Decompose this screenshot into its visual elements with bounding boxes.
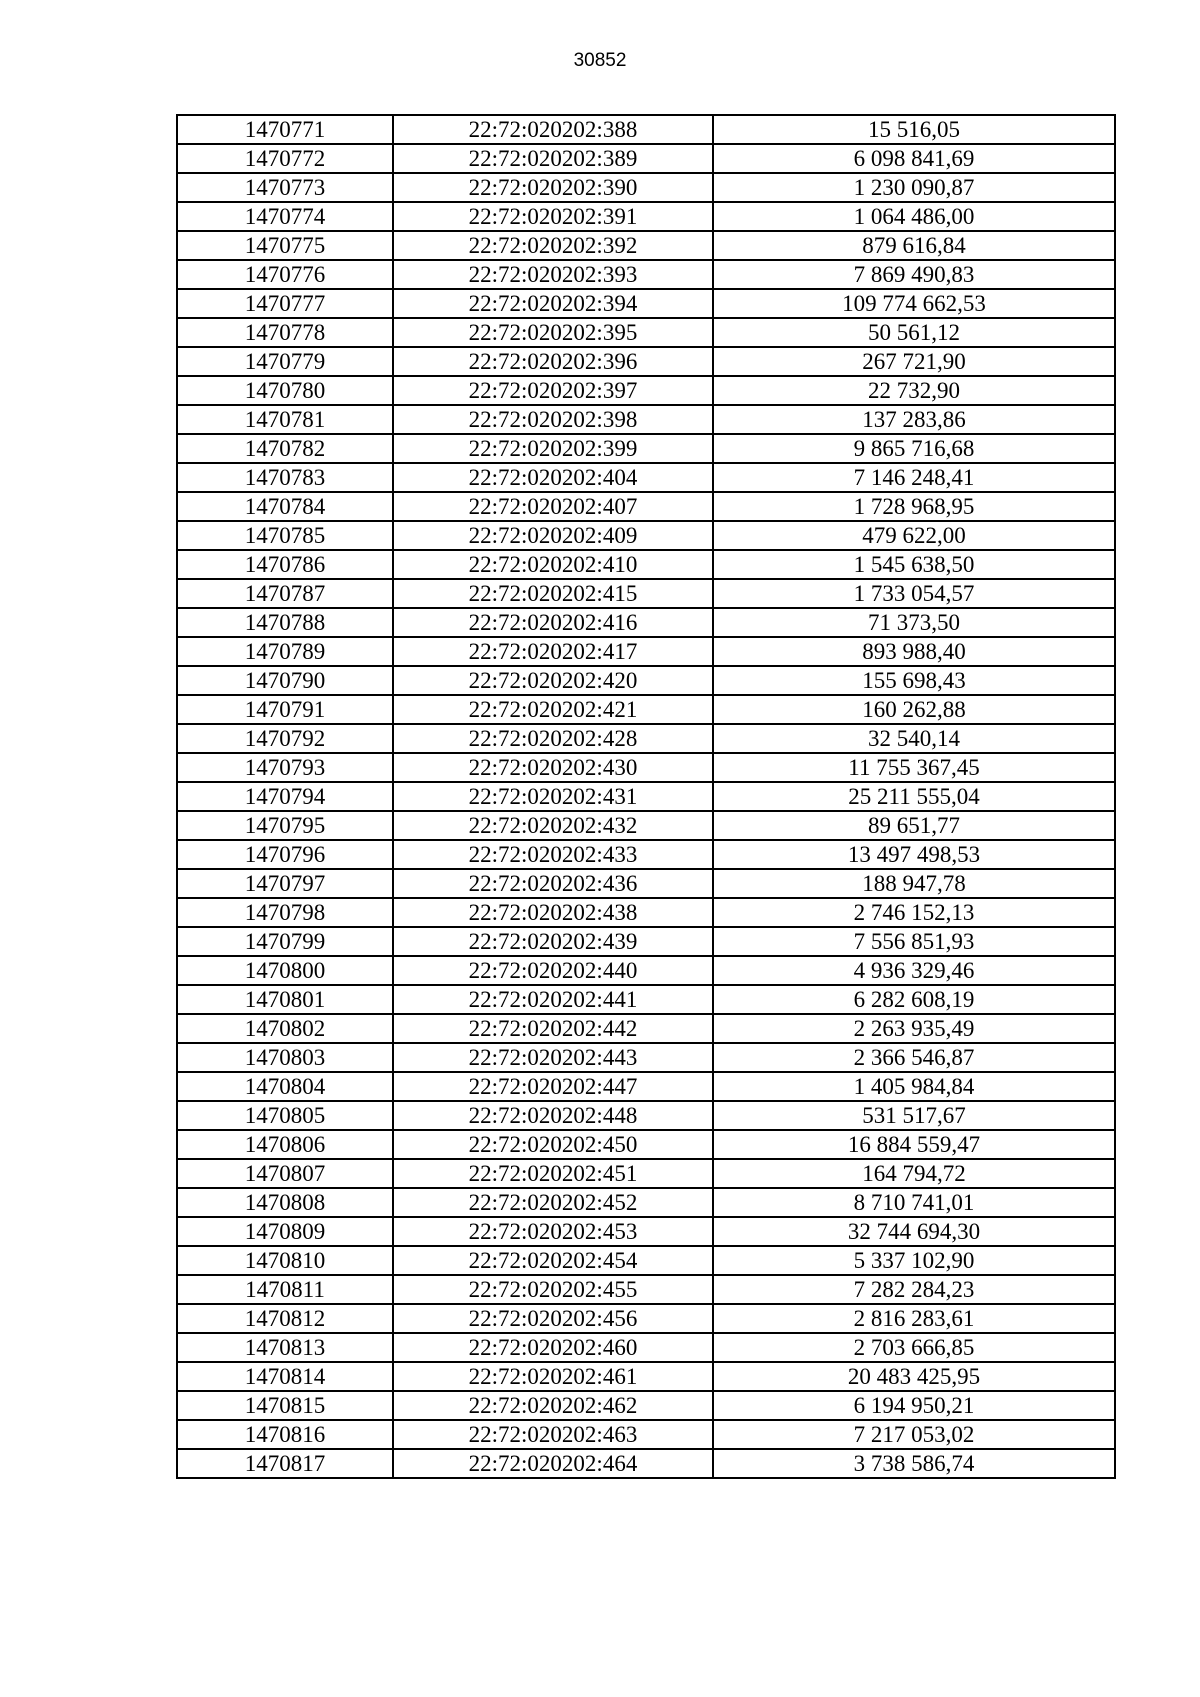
cadastral-number-cell: 22:72:020202:460 bbox=[393, 1333, 713, 1362]
table-row bbox=[177, 1188, 1115, 1217]
cadastral-value-cell: 16 884 559,47 bbox=[713, 1130, 1115, 1159]
cadastral-number-cell: 22:72:020202:416 bbox=[393, 608, 713, 637]
cadastral-number-cell: 22:72:020202:452 bbox=[393, 1188, 713, 1217]
table-row bbox=[177, 782, 1115, 811]
row-number-cell: 1470789 bbox=[177, 637, 393, 666]
cadastral-value-cell: 879 616,84 bbox=[713, 231, 1115, 260]
cadastral-value-cell: 160 262,88 bbox=[713, 695, 1115, 724]
table-row bbox=[177, 869, 1115, 898]
table-row bbox=[177, 521, 1115, 550]
row-number-cell: 1470779 bbox=[177, 347, 393, 376]
cadastral-value-cell: 5 337 102,90 bbox=[713, 1246, 1115, 1275]
row-number-cell: 1470781 bbox=[177, 405, 393, 434]
table-row bbox=[177, 1362, 1115, 1391]
cadastral-number-cell: 22:72:020202:455 bbox=[393, 1275, 713, 1304]
cadastral-value-cell: 137 283,86 bbox=[713, 405, 1115, 434]
table-row bbox=[177, 695, 1115, 724]
table-row bbox=[177, 144, 1115, 173]
row-number-cell: 1470776 bbox=[177, 260, 393, 289]
cadastral-number-cell: 22:72:020202:391 bbox=[393, 202, 713, 231]
cadastral-number-cell: 22:72:020202:441 bbox=[393, 985, 713, 1014]
cadastral-number-cell: 22:72:020202:431 bbox=[393, 782, 713, 811]
cadastral-number-cell: 22:72:020202:396 bbox=[393, 347, 713, 376]
table-row bbox=[177, 1391, 1115, 1420]
cadastral-value-cell: 1 733 054,57 bbox=[713, 579, 1115, 608]
table-row bbox=[177, 927, 1115, 956]
cadastral-value-cell: 1 728 968,95 bbox=[713, 492, 1115, 521]
row-number-cell: 1470771 bbox=[177, 115, 393, 144]
row-number-cell: 1470804 bbox=[177, 1072, 393, 1101]
cadastral-value-cell: 20 483 425,95 bbox=[713, 1362, 1115, 1391]
cadastral-value-cell: 89 651,77 bbox=[713, 811, 1115, 840]
cadastral-value-cell: 2 816 283,61 bbox=[713, 1304, 1115, 1333]
table-row bbox=[177, 1072, 1115, 1101]
row-number-cell: 1470812 bbox=[177, 1304, 393, 1333]
row-number-cell: 1470792 bbox=[177, 724, 393, 753]
table-row bbox=[177, 318, 1115, 347]
table-row bbox=[177, 115, 1115, 144]
row-number-cell: 1470784 bbox=[177, 492, 393, 521]
cadastral-number-cell: 22:72:020202:443 bbox=[393, 1043, 713, 1072]
row-number-cell: 1470795 bbox=[177, 811, 393, 840]
table-row bbox=[177, 434, 1115, 463]
row-number-cell: 1470782 bbox=[177, 434, 393, 463]
row-number-cell: 1470778 bbox=[177, 318, 393, 347]
row-number-cell: 1470806 bbox=[177, 1130, 393, 1159]
table-row bbox=[177, 811, 1115, 840]
table-row bbox=[177, 666, 1115, 695]
row-number-cell: 1470802 bbox=[177, 1014, 393, 1043]
row-number-cell: 1470790 bbox=[177, 666, 393, 695]
page-number: 30852 bbox=[573, 50, 627, 71]
cadastral-value-cell: 4 936 329,46 bbox=[713, 956, 1115, 985]
cadastral-number-cell: 22:72:020202:454 bbox=[393, 1246, 713, 1275]
cadastral-value-cell: 479 622,00 bbox=[713, 521, 1115, 550]
table-row bbox=[177, 1420, 1115, 1449]
row-number-cell: 1470775 bbox=[177, 231, 393, 260]
table-row bbox=[177, 405, 1115, 434]
table-row bbox=[177, 724, 1115, 753]
row-number-cell: 1470808 bbox=[177, 1188, 393, 1217]
cadastral-value-cell: 1 545 638,50 bbox=[713, 550, 1115, 579]
row-number-cell: 1470773 bbox=[177, 173, 393, 202]
cadastral-value-cell: 6 282 608,19 bbox=[713, 985, 1115, 1014]
table-row bbox=[177, 985, 1115, 1014]
row-number-cell: 1470801 bbox=[177, 985, 393, 1014]
table-row bbox=[177, 1304, 1115, 1333]
row-number-cell: 1470797 bbox=[177, 869, 393, 898]
row-number-cell: 1470807 bbox=[177, 1159, 393, 1188]
cadastral-value-cell: 1 064 486,00 bbox=[713, 202, 1115, 231]
cadastral-value-cell: 267 721,90 bbox=[713, 347, 1115, 376]
table-row bbox=[177, 1159, 1115, 1188]
cadastral-number-cell: 22:72:020202:442 bbox=[393, 1014, 713, 1043]
row-number-cell: 1470810 bbox=[177, 1246, 393, 1275]
cadastral-value-cell: 7 556 851,93 bbox=[713, 927, 1115, 956]
cadastral-number-cell: 22:72:020202:394 bbox=[393, 289, 713, 318]
table-row bbox=[177, 376, 1115, 405]
table-row bbox=[177, 637, 1115, 666]
cadastral-number-cell: 22:72:020202:430 bbox=[393, 753, 713, 782]
row-number-cell: 1470785 bbox=[177, 521, 393, 550]
cadastral-value-cell: 1 230 090,87 bbox=[713, 173, 1115, 202]
row-number-cell: 1470787 bbox=[177, 579, 393, 608]
cadastral-value-cell: 11 755 367,45 bbox=[713, 753, 1115, 782]
cadastral-value-cell: 2 366 546,87 bbox=[713, 1043, 1115, 1072]
cadastral-number-cell: 22:72:020202:395 bbox=[393, 318, 713, 347]
cadastral-number-cell: 22:72:020202:399 bbox=[393, 434, 713, 463]
cadastral-number-cell: 22:72:020202:462 bbox=[393, 1391, 713, 1420]
cadastral-value-table bbox=[176, 114, 1116, 1479]
table-row bbox=[177, 898, 1115, 927]
cadastral-number-cell: 22:72:020202:456 bbox=[393, 1304, 713, 1333]
cadastral-number-cell: 22:72:020202:407 bbox=[393, 492, 713, 521]
table-row bbox=[177, 1449, 1115, 1478]
cadastral-value-cell: 7 146 248,41 bbox=[713, 463, 1115, 492]
cadastral-value-cell: 2 703 666,85 bbox=[713, 1333, 1115, 1362]
table-row bbox=[177, 1043, 1115, 1072]
cadastral-number-cell: 22:72:020202:464 bbox=[393, 1449, 713, 1478]
row-number-cell: 1470805 bbox=[177, 1101, 393, 1130]
cadastral-value-cell: 6 098 841,69 bbox=[713, 144, 1115, 173]
row-number-cell: 1470788 bbox=[177, 608, 393, 637]
cadastral-number-cell: 22:72:020202:390 bbox=[393, 173, 713, 202]
cadastral-number-cell: 22:72:020202:436 bbox=[393, 869, 713, 898]
table-row bbox=[177, 1101, 1115, 1130]
cadastral-number-cell: 22:72:020202:389 bbox=[393, 144, 713, 173]
row-number-cell: 1470809 bbox=[177, 1217, 393, 1246]
cadastral-number-cell: 22:72:020202:393 bbox=[393, 260, 713, 289]
row-number-cell: 1470817 bbox=[177, 1449, 393, 1478]
table-row bbox=[177, 956, 1115, 985]
cadastral-value-cell: 7 869 490,83 bbox=[713, 260, 1115, 289]
row-number-cell: 1470774 bbox=[177, 202, 393, 231]
cadastral-number-cell: 22:72:020202:447 bbox=[393, 1072, 713, 1101]
row-number-cell: 1470815 bbox=[177, 1391, 393, 1420]
row-number-cell: 1470780 bbox=[177, 376, 393, 405]
table-row bbox=[177, 1130, 1115, 1159]
cadastral-number-cell: 22:72:020202:409 bbox=[393, 521, 713, 550]
cadastral-value-cell: 50 561,12 bbox=[713, 318, 1115, 347]
row-number-cell: 1470799 bbox=[177, 927, 393, 956]
row-number-cell: 1470786 bbox=[177, 550, 393, 579]
cadastral-number-cell: 22:72:020202:451 bbox=[393, 1159, 713, 1188]
row-number-cell: 1470777 bbox=[177, 289, 393, 318]
cadastral-number-cell: 22:72:020202:428 bbox=[393, 724, 713, 753]
cadastral-value-cell: 7 217 053,02 bbox=[713, 1420, 1115, 1449]
cadastral-value-cell: 1 405 984,84 bbox=[713, 1072, 1115, 1101]
cadastral-value-cell: 155 698,43 bbox=[713, 666, 1115, 695]
cadastral-value-cell: 9 865 716,68 bbox=[713, 434, 1115, 463]
table-row bbox=[177, 231, 1115, 260]
table-row bbox=[177, 1014, 1115, 1043]
row-number-cell: 1470798 bbox=[177, 898, 393, 927]
table-row bbox=[177, 463, 1115, 492]
cadastral-value-cell: 3 738 586,74 bbox=[713, 1449, 1115, 1478]
cadastral-value-cell: 7 282 284,23 bbox=[713, 1275, 1115, 1304]
row-number-cell: 1470791 bbox=[177, 695, 393, 724]
cadastral-value-cell: 15 516,05 bbox=[713, 115, 1115, 144]
cadastral-value-cell: 32 540,14 bbox=[713, 724, 1115, 753]
cadastral-number-cell: 22:72:020202:415 bbox=[393, 579, 713, 608]
cadastral-value-cell: 531 517,67 bbox=[713, 1101, 1115, 1130]
table-row bbox=[177, 1217, 1115, 1246]
row-number-cell: 1470803 bbox=[177, 1043, 393, 1072]
row-number-cell: 1470811 bbox=[177, 1275, 393, 1304]
row-number-cell: 1470796 bbox=[177, 840, 393, 869]
row-number-cell: 1470783 bbox=[177, 463, 393, 492]
cadastral-number-cell: 22:72:020202:421 bbox=[393, 695, 713, 724]
table-row bbox=[177, 260, 1115, 289]
cadastral-number-cell: 22:72:020202:463 bbox=[393, 1420, 713, 1449]
table-row bbox=[177, 840, 1115, 869]
cadastral-value-cell: 2 263 935,49 bbox=[713, 1014, 1115, 1043]
row-number-cell: 1470772 bbox=[177, 144, 393, 173]
cadastral-value-cell: 893 988,40 bbox=[713, 637, 1115, 666]
cadastral-value-cell: 8 710 741,01 bbox=[713, 1188, 1115, 1217]
table-row bbox=[177, 492, 1115, 521]
cadastral-value-cell: 188 947,78 bbox=[713, 869, 1115, 898]
table-row bbox=[177, 1275, 1115, 1304]
cadastral-value-cell: 2 746 152,13 bbox=[713, 898, 1115, 927]
cadastral-value-cell: 164 794,72 bbox=[713, 1159, 1115, 1188]
cadastral-value-cell: 109 774 662,53 bbox=[713, 289, 1115, 318]
cadastral-number-cell: 22:72:020202:397 bbox=[393, 376, 713, 405]
cadastral-number-cell: 22:72:020202:410 bbox=[393, 550, 713, 579]
cadastral-value-cell: 22 732,90 bbox=[713, 376, 1115, 405]
cadastral-number-cell: 22:72:020202:439 bbox=[393, 927, 713, 956]
table-row bbox=[177, 1246, 1115, 1275]
cadastral-number-cell: 22:72:020202:438 bbox=[393, 898, 713, 927]
cadastral-number-cell: 22:72:020202:398 bbox=[393, 405, 713, 434]
cadastral-number-cell: 22:72:020202:404 bbox=[393, 463, 713, 492]
cadastral-number-cell: 22:72:020202:392 bbox=[393, 231, 713, 260]
table-row bbox=[177, 202, 1115, 231]
cadastral-number-cell: 22:72:020202:433 bbox=[393, 840, 713, 869]
table-row bbox=[177, 550, 1115, 579]
table-row bbox=[177, 173, 1115, 202]
table-row bbox=[177, 1333, 1115, 1362]
cadastral-number-cell: 22:72:020202:450 bbox=[393, 1130, 713, 1159]
table-row bbox=[177, 347, 1115, 376]
cadastral-number-cell: 22:72:020202:453 bbox=[393, 1217, 713, 1246]
row-number-cell: 1470793 bbox=[177, 753, 393, 782]
cadastral-value-cell: 13 497 498,53 bbox=[713, 840, 1115, 869]
table-body bbox=[177, 115, 1115, 1478]
cadastral-number-cell: 22:72:020202:388 bbox=[393, 115, 713, 144]
row-number-cell: 1470794 bbox=[177, 782, 393, 811]
row-number-cell: 1470816 bbox=[177, 1420, 393, 1449]
cadastral-number-cell: 22:72:020202:417 bbox=[393, 637, 713, 666]
cadastral-value-cell: 25 211 555,04 bbox=[713, 782, 1115, 811]
table-row bbox=[177, 579, 1115, 608]
row-number-cell: 1470813 bbox=[177, 1333, 393, 1362]
row-number-cell: 1470800 bbox=[177, 956, 393, 985]
row-number-cell: 1470814 bbox=[177, 1362, 393, 1391]
cadastral-number-cell: 22:72:020202:440 bbox=[393, 956, 713, 985]
cadastral-number-cell: 22:72:020202:420 bbox=[393, 666, 713, 695]
cadastral-value-cell: 32 744 694,30 bbox=[713, 1217, 1115, 1246]
cadastral-number-cell: 22:72:020202:432 bbox=[393, 811, 713, 840]
cadastral-number-cell: 22:72:020202:461 bbox=[393, 1362, 713, 1391]
cadastral-value-cell: 71 373,50 bbox=[713, 608, 1115, 637]
table-row bbox=[177, 753, 1115, 782]
cadastral-number-cell: 22:72:020202:448 bbox=[393, 1101, 713, 1130]
table-row bbox=[177, 608, 1115, 637]
table-row bbox=[177, 289, 1115, 318]
cadastral-value-cell: 6 194 950,21 bbox=[713, 1391, 1115, 1420]
